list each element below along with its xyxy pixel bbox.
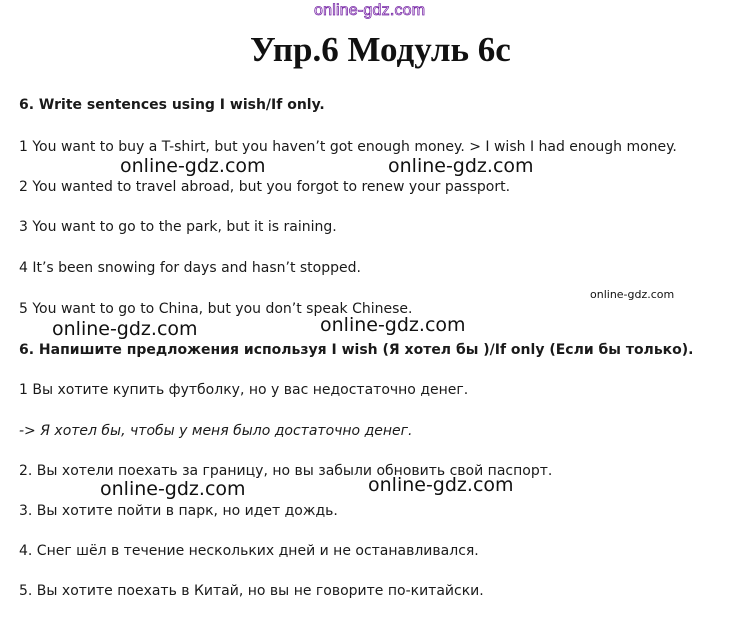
english-item-2: 2 You wanted to travel abroad, but you forgot to renew your passport. xyxy=(19,179,511,195)
watermark: online-gdz.com xyxy=(320,314,466,336)
russian-item-5: 5. Вы хотите поехать в Китай, но вы не говорите по-китайски. xyxy=(19,583,484,599)
russian-item-1: 1 Вы хотите купить футболку, но у вас недостаточно денег. xyxy=(19,382,469,398)
top-watermark: online-gdz.com xyxy=(314,2,426,19)
russian-item-2: 2. Вы хотели поехать за границу, но вы забыли обновить свой паспорт. xyxy=(19,463,553,479)
english-heading: 6. Write sentences using I wish/If only. xyxy=(19,97,325,113)
russian-item-4: 4. Снег шёл в течение нескольких дней и не останавливался. xyxy=(19,543,479,559)
watermark: online-gdz.com xyxy=(120,155,266,177)
watermark: online-gdz.com xyxy=(52,318,198,340)
watermark: online-gdz.com xyxy=(368,474,514,496)
russian-item-3: 3. Вы хотите пойти в парк, но идет дождь. xyxy=(19,503,338,519)
page-title: Упр.6 Модуль 6с xyxy=(250,30,511,69)
english-item-4: 4 It’s been snowing for days and hasn’t stopped. xyxy=(19,260,361,276)
watermark: online-gdz.com xyxy=(590,288,675,301)
watermark: online-gdz.com xyxy=(100,478,246,500)
watermark: online-gdz.com xyxy=(388,155,534,177)
english-item-5: 5 You want to go to China, but you don’t speak Chinese. xyxy=(19,301,413,317)
english-item-1: 1 You want to buy a T-shirt, but you haven’t got enough money. > I wish I had enough money. xyxy=(19,139,677,155)
russian-heading: 6. Напишите предложения используя I wish (Я хотел бы )/If only (Если бы только). xyxy=(19,342,694,358)
russian-answer-1: -> Я хотел бы, чтобы у меня было достаточно денег. xyxy=(19,423,413,439)
english-item-3: 3 You want to go to the park, but it is raining. xyxy=(19,219,337,235)
